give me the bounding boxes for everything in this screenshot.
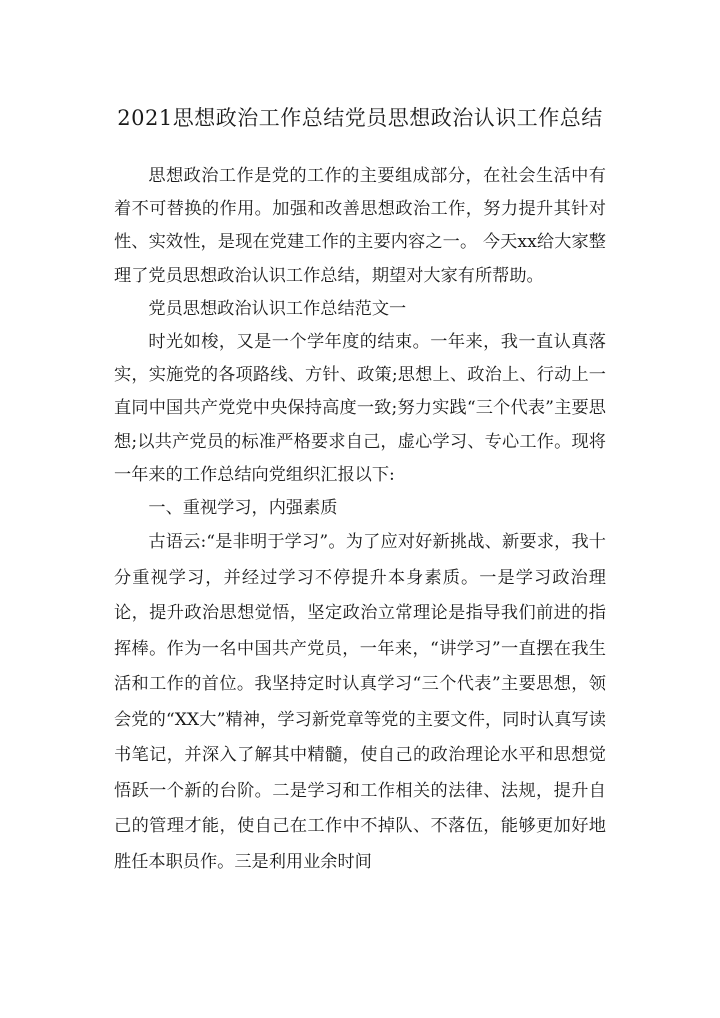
document-body <box>114 160 606 880</box>
document-title: 2021思想政治工作总结党员思想政治认识工作总结 <box>117 106 603 131</box>
paragraph-study: 古语云:“是非明于学习”。为了应对好新挑战、新要求，我十分重视学习，并经过学习不停提升本身素质。一是学习政治理论，提升政治思想觉悟，坚定政治立常理论是指导我们前进的指挥棒。作为一名中国共产党员，一年来，“讲学习”一直摆在我生活和工作的首位。我坚持定时认真学习“三个代表”主要思想，领会党的“XX大”精神，学习新党章等党的主要文件，同时认真写读书笔记，并深入了解其中精髓，使自己的政治理论水平和思想觉悟跃一个新的台阶。二是学习和工作相关的法律、法规，提升自己的管理才能，使自己在工作中不掉队、不落伍，能够更加好地胜任本职员作。三是利用业余时间 <box>114 532 606 872</box>
paragraph-intro: 思想政治工作是党的工作的主要组成部分，在社会生活中有着不可替换的作用。加强和改善思想政治工作，努力提升其针对性、实效性，是现在党建工作的主要内容之一。 今天xx给大家整理了党员思想政治认识工作总结，期望对大家有所帮助。 <box>114 166 606 286</box>
paragraph-year-summary: 时光如梭，又是一个学年度的结束。一年来，我一直认真落实，实施党的各项路线、方针、政策;思想上、政治上、行动上一直同中国共产党党中央保持高度一致;努力实践“三个代表”主要思想;以共产党员的标准严格要求自己，虚心学习、专心工作。现将一年来的工作总结向党组织汇报以下: <box>114 332 606 485</box>
section-heading-sample-one: 党员思想政治认识工作总结范文一 <box>148 298 407 319</box>
section-heading-study: 一、重视学习，内强素质 <box>148 498 338 519</box>
